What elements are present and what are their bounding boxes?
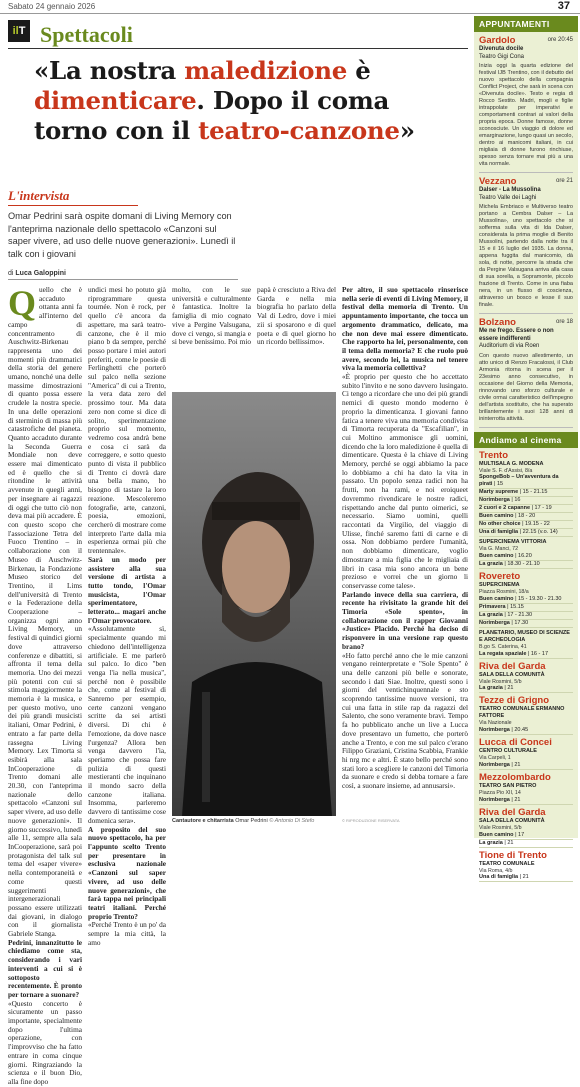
article-column-3 (172, 286, 336, 386)
cinema-hall: TEATRO COMUNALE ERMANNO FATTORE (479, 706, 565, 720)
cinema-address: Via G. Manci, 72 (479, 546, 519, 553)
film-showtime: La grazia | 21 (479, 685, 573, 693)
cinema-address: B.go S. Caterina, 41 (479, 643, 527, 650)
film-showtime: La grazia | 21 (479, 840, 573, 848)
interview-question: Sarà un modo per assistere alla sua versione di artista a tutto tondo, l'Omar musicista, l'Omar sperimentatore, letterato... magari anche l'Omar provocatore. (88, 554, 166, 625)
cinema-hall: SUPERCINEMA VITTORIA (479, 539, 547, 546)
film-showtime: Marty supreme | 15 - 21.15 (479, 489, 573, 497)
interview-answer: «Perché Trento è un po' da sempre la mia città, la amo (88, 920, 166, 947)
sidebar-title: APPUNTAMENTI (474, 16, 578, 32)
film-showtime: No other choice | 19.15 - 22 (479, 521, 573, 529)
interview-question: Parlando invece della sua carriera, di recente ha rivisitato la grande hit dei Timoria «Sole spento», in collaborazione con il rapper Giovanni «Justice» Placido. Perché ha deciso di risponvere in una versione rap questo brano? (342, 589, 468, 651)
byline: di Luca Galoppini (8, 270, 66, 277)
interview-question: Pedrini, innanzitutto le chiediamo come sta, considerando i vari interventi a cui si è sottoposto recentemente. È pronto per tornare a suonare? (8, 937, 82, 999)
film-showtime: Buen camino | 16.20 (479, 553, 573, 561)
cinema-address: Viale Rosmini, 5/b (479, 678, 522, 685)
cinema-city: Riva del Garda (479, 806, 546, 818)
film-showtime: Norimberga | 16 (479, 497, 573, 505)
cinema-city: Trento (479, 449, 509, 461)
section-divider (8, 48, 468, 49)
article-paragraph: uello che è accaduto ottanta anni fa all'interno del campo di concentramento di Auschwitz-Birkenau rappresenta uno dei momenti più drammatici della storia del genere umano, nonché una delle massime dimostrazioni di quanto possa essere crudele la nostra specie. In una delle operazioni di sterminio di massa più catastrofiche del pianeta. Quanto accaduto durante la Seconda Guerra Mondiale non deve essere mai dimenticato ed è quello che si ritondine le attività avvenute in quegli anni, per insegnare ai ragazzi di oggi che tutto ciò non deva mai più accadere. È con questo scopo che l'associazione Tetra del Fuoco Trentino – in collaborazione con il Museo di Auschwitz-Birkenau, la Fondazione Museo storico del Trentino, il Lims dell'università di Trento e la Federazione della Cooperazione – organizza ogni anno Living Memory, un festival di quindici giorni dove attraverso conferenze e dibattiti, si affronta il tema della memoria. Uno dei mezzi più potenti con cui si stimola maggiormente la memoria è la musica, e per questo motivo, uno dei più grandi musicisti italiani, Omar Pedrini, è entrato a far parte della rassegna Living Memory. Lex Timorta si esibirà alla sala InCooperazione di Trento domani alle 20.30, con l'anteprima nazionale dello spettacolo «Canzoni sul saper vivere, ad uso delle nuove generazioni». Il giorno successivo, lunedì alle 11, sempre alla sala InCooperazione, sarà poi protagonista del talk sul tema del «saper vivere» nella contemporaneità e come questi suggerimenti intergenerazionali possano essere utilizzati dai giovani, in dialogo con il giornalista Gabriele Stanga. (8, 285, 82, 939)
portrait-photo (172, 392, 336, 816)
section-title: Spettacoli (40, 22, 133, 47)
cinema-address: Via Carpeli, 1 (479, 755, 511, 762)
film-showtime: Primavera | 15.15 (479, 604, 573, 612)
cinema-listing (474, 448, 578, 538)
event-time: ore 20:45 (547, 37, 573, 43)
cinema-city: Tione di Trento (479, 849, 547, 861)
film-showtime: La regata spaziale | 16 - 17 (479, 651, 573, 659)
event-title: Me ne frego. Essere o non essere indifferenti (479, 328, 554, 342)
film-showtime: Norimberga | 21 (479, 797, 573, 805)
film-showtime: 2 cuori e 2 capanne | 17 - 19 (479, 505, 573, 513)
cinema-city: Lucca di Concei (479, 737, 552, 749)
cinema-address: Piazza Rosmini, 18/a (479, 589, 529, 596)
cinema-hall: TEATRO SAN PIETRO (479, 783, 537, 790)
article-column-4 (342, 286, 468, 814)
cinema-hall: SALA DELLA COMUNITÀ (479, 671, 545, 678)
cinema-address: Viale S. F. d'Assisi, 8/a (479, 467, 533, 474)
event-city: Vezzano (479, 176, 517, 187)
cinema-address: Piazza Pio XII, 14 (479, 790, 521, 797)
cinema-city: Tezze di Grigno (479, 695, 550, 707)
cinema-city: Mezzolombardo (479, 772, 551, 784)
cinema-listing (474, 805, 578, 848)
interview-question: Per altro, il suo spettacolo rinserisce nella serie di eventi di Living Memory, il festival della memoria di Trento. Un appuntamento importante, che tocca un argomento drammatico, delicato, ma che non deve mai essere dimenticato. Che rapporto ha lei, personalmente, con il tema della memoria? E che ruolo può avere, secondo lei, la musica nel tenere viva la memoria collettiva? (342, 285, 468, 373)
event-city: Bolzano (479, 317, 516, 328)
event-venue: Auditorium di via Roen (479, 343, 540, 349)
interview-answer: «È proprio per questo che ho accettato subito l'invito e ne sono davvero lusingato. Ci tengo a ricordare che uno dei più grandi nemici di questo mondo moderno è proprio la dimenticanza. I giovani fanno fatica a tenere viva una memoria condivisa di Timorta recuperata da "Escafilian", in cui Moltino ammonisce gli uomini, dicendo che la loro maledizione è quella di dimenticare. Questa è la chiave di Living Memory, perché se oggi abbiamo la pace lo dobbiamo a chi ha dato la vita in passato. Un popolo senza radici non ha frutti, non ha rami, e noi eroiqueet dovremmo rivendicare le nostre radici, rispettando anche dal punto oimerici, se necessario. Siamo uomini, quelli raccontati da Virgilio, del viaggio di Ulisse, finché saremo fatti di carne e di ossa. Non dobbiamo perdere l'umanità, non dobbiamo dimenticare, voglio dimostrare a mia figlia che le migliaia di libri in casa mia sono ancora un bene prezioso e vorrei che un giorno li conservasse come tales». (342, 372, 468, 590)
event-description: Michela Embriaco e Multiverso teatro portano a Cembra Dalser – La Mussolina», uno spettacolo che si sofferma sulla vita di Ida Dalser, considerata la prima moglie di Benito Mussolini, partendo dalla notte tra il 15 e il 16 luglio del 1935. La donna, appena fuggita dal manicomio, dà sola, di notte, percorre la strada che da Pergine Valsugana arriva alla casa di sua sorella, a Sopramonte, piccolo frazione di Trento. Come in una fiaba nera, in un flusso di coscienza, attraverso un bosco e lesse il suo finale. (479, 204, 573, 308)
cinema-listing (474, 693, 578, 735)
page-number: 37 (557, 0, 570, 12)
event-description: Inizia oggi la quarta edizione del festival IJB Trentino, con il debutto del nuovo spettacolo della compagnia Conflict Project, che sarà in scena con «Divenuta docile». Testo e regia di Rocco Sestito. Madri, mogli e figlie intrappolate per imperativi e comportamenti contrari ai valori della propria epoca. Donne famose, donne sconosciute. Un viaggio di dolore ed emarginazione, lungo quasi un secolo, dentro ai manicomi italiani, in cui migliaia di donne furono rinchiuse, spesso senza tornare mai più a una vita normale. (479, 63, 573, 167)
film-showtime: La grazia | 17 - 21.30 (479, 612, 573, 620)
cinema-hall: MULTISALA G. MODENA (479, 460, 544, 467)
cinema-listing (474, 770, 578, 805)
film-showtime: Una di famiglia | 22.15 (v.o. 14) (479, 529, 573, 537)
interview-answer: «Questo concerto è sicuramente un passo importante, specialmente dopo l'ultima operazione, con l'improvviso che ha fatto entrare in coma cinque giorni. Ringraziando la scienza e il buon Dio, alla fine dopo (8, 998, 82, 1086)
event-venue: Teatro Valle dei Laghi (479, 194, 537, 201)
cinema-address: Viale Rosmini, 5/b (479, 824, 522, 831)
author-name: Luca Galoppini (15, 270, 66, 277)
event-time: ore 21 (555, 178, 573, 184)
event-description: Con questo nuovo allestimento, un atto unico di Renzo Fracalossi, il Club Armonia ritorna in scena per il 23esimo anno consecutivo, in occasione del Giorno della Memoria, rinnovando uno sforzo culturale e civile ormai caratteristico dell'impegno dell'artista sostituito, che ha superato brillantemente i suoi 128 anni di ininterrotta attività. (479, 352, 573, 422)
film-showtime: Buen camino | 17 (479, 832, 573, 840)
cinema-title: Andiamo al cinema (474, 432, 578, 448)
article-kicker: L'intervista (8, 188, 70, 203)
film-showtime: Buen camino | 15 - 19.30 - 21.30 (479, 596, 573, 604)
issue-date: Sabato 24 gennaio 2026 (8, 2, 96, 11)
cinema-hall: CENTRO CULTURALE (479, 748, 537, 755)
interview-answer: undici mesi ho potuto già riprogrammare questa tournée. Non è rock, per quello c'è ancora da aspettare, ma sarà teatro-canzone, che è il mio piano b da sempre, perché posso portare i miei autori preferiti, come le poesie di Ferlinghetti che porterò sul palco nella sezione "America" di cui a Trento, la vera data zero del prossimo tour. Ma data zero non come si dice di solito, sperimentazione proprio sul momento, vedremo cosa andrà bene e cosa ci sarà da correggere, e sotto questo punto di vista il pubblico di Trento ci dovrà dare una bella mano, ho bisogno di tastare la loro reazione. Mescoleremo fotografie, arte, canzoni, poesia, emozioni, cercherò di mostrare come interpreto l'arte dalla mia esperienza ormai più che trentennale». (88, 285, 167, 556)
event-venue: Teatro Gigi Cona (479, 53, 525, 60)
cinema-address: Via Roma, 4/b (479, 867, 513, 874)
headline: «La nostra maledizione è dimenticare. Dopo il coma torno con il teatro-canzone» (34, 56, 415, 145)
interview-question: A proposito del suo nuovo spettacolo, ha per l'appunto scelto Trento per presentare in esclusiva nazionale «Canzoni sul saper vivere, ad uso delle nuove generazioni», che farà tappa nei principali teatri italiani. Perché proprio Trento? (88, 824, 166, 921)
event-listing (474, 314, 578, 423)
film-showtime: Norimberga | 20.45 (479, 727, 573, 735)
photo-caption: Cantautore e chitarrista Omar Pedrini © Antonio Di Stefo (172, 818, 315, 824)
film-showtime: La grazia | 18.30 - 21.10 (479, 561, 573, 569)
article-summary: Omar Pedrini sarà ospite domani di Living Memory con l'anteprima nazionale dello spettacolo «Canzoni sul saper vivere, ad uso delle nuove generazioni». Lunedì il talk con i giovani (8, 211, 236, 259)
cinema-listing (474, 628, 578, 659)
cinema-listing (474, 537, 578, 569)
film-showtime: Buen camino | 18 - 20 (479, 513, 573, 521)
cinema-hall: PLANETARIO, MUSEO DI SCIENZE E ARCHEOLOGIA (479, 629, 570, 643)
article-column-2 (88, 285, 167, 947)
cinema-listing (474, 735, 578, 770)
page-header (0, 0, 580, 14)
cinema-hall: SALA DELLA COMUNITÀ (479, 817, 545, 824)
cinema-listing (474, 848, 578, 883)
event-title: Divenuta docile (479, 46, 524, 52)
article-column-1 (8, 283, 82, 1086)
film-showtime: Norimberga | 21 (479, 762, 573, 770)
cinema-hall: TEATRO COMUNALE (479, 860, 535, 867)
event-divider (479, 427, 573, 428)
event-city: Gardolo (479, 35, 516, 46)
event-time: ore 18 (555, 319, 573, 325)
cinema-listing (474, 569, 578, 628)
byline-divider (8, 279, 238, 280)
event-listing (474, 173, 578, 309)
newspaper-logo: ilT (8, 20, 30, 42)
interview-answer: molto, con le sue università e culturalmente è fantastica. Inoltre la famiglia di mio cognato vive a Pergine Valsugana, dove ci vengo, si mangia e si beve benissimo. Poi mio papà è cresciuto a Riva del Garda e nella mia biografia ho parlato della Val di Ledro, dove i miei zii si sposarono e di quel poeta e di quel giorno ho un ricordo bellissimo». (172, 285, 336, 347)
cinema-city: Rovereto (479, 571, 521, 583)
event-listing (474, 32, 578, 168)
copyright-note: © RIPRODUZIONE RISERVATA (342, 818, 400, 823)
event-title: Dalser - La Mussolina (479, 187, 541, 193)
cinema-address: Via Nazionale (479, 720, 512, 727)
film-showtime: SpongeBob – Un'avventura da pirati | 15 (479, 474, 573, 489)
appointments-sidebar (474, 16, 578, 881)
interview-answer: «Assolutamente sì, specialmente quando mi chiedono dell'intelligenza artificiale. E me parlerò sul palco. Io dico "ben venga l'ia nella musica", perché non è possibile che, come al festival di Sanremo per esempio, certe canzoni vengano scritte da sei artisti diversi. Di chi è l'emozione, da dove nasce l'urgenza? Allora ben venga davvero l'ia, speriamo che possa fare pulizia di questi mestieranti che inquinano il mondo sacro della canzone italiana. Insomma, parleremo davvero di tantissime cose domenica sera». (88, 624, 166, 825)
kicker-divider (8, 205, 138, 206)
cinema-hall: SUPERCINEMA (479, 582, 520, 589)
portrait-illustration (172, 392, 336, 816)
interview-answer: «Ho fatto perché anno che le mie canzoni vengano reinterpretate e "Sole Spento" è una delle canzoni più belle e sonorate, secondo i dati Siae. Inoltre, questi sono i giorni del ventichinquennale e sto scoprendo tantissime nuove versioni, tra cui una fatta in stile rap da ragazzi del Salento, che sono veramente bravi. Tempo fa ho pubblicato anche un live a Lucca dove presentavo un fumetto, che porterò anche a Trento, e con me sul palco c'erano Filippo Graziani, Cristina Scabbia, Frankie hi nrg mc e altri. È stato bello perché sono stati loro a scegliere le canzoni del Timoria da suonare e credo si debba tornare a fare così, a suonare insieme, ad annusarsi». (342, 650, 468, 791)
cinema-city: Riva del Garda (479, 660, 546, 672)
drop-cap: Q (8, 283, 37, 323)
film-showtime: Una di famiglia | 21 (479, 874, 573, 882)
cinema-listing (474, 659, 578, 694)
film-showtime: Norimberga | 17.30 (479, 620, 573, 628)
